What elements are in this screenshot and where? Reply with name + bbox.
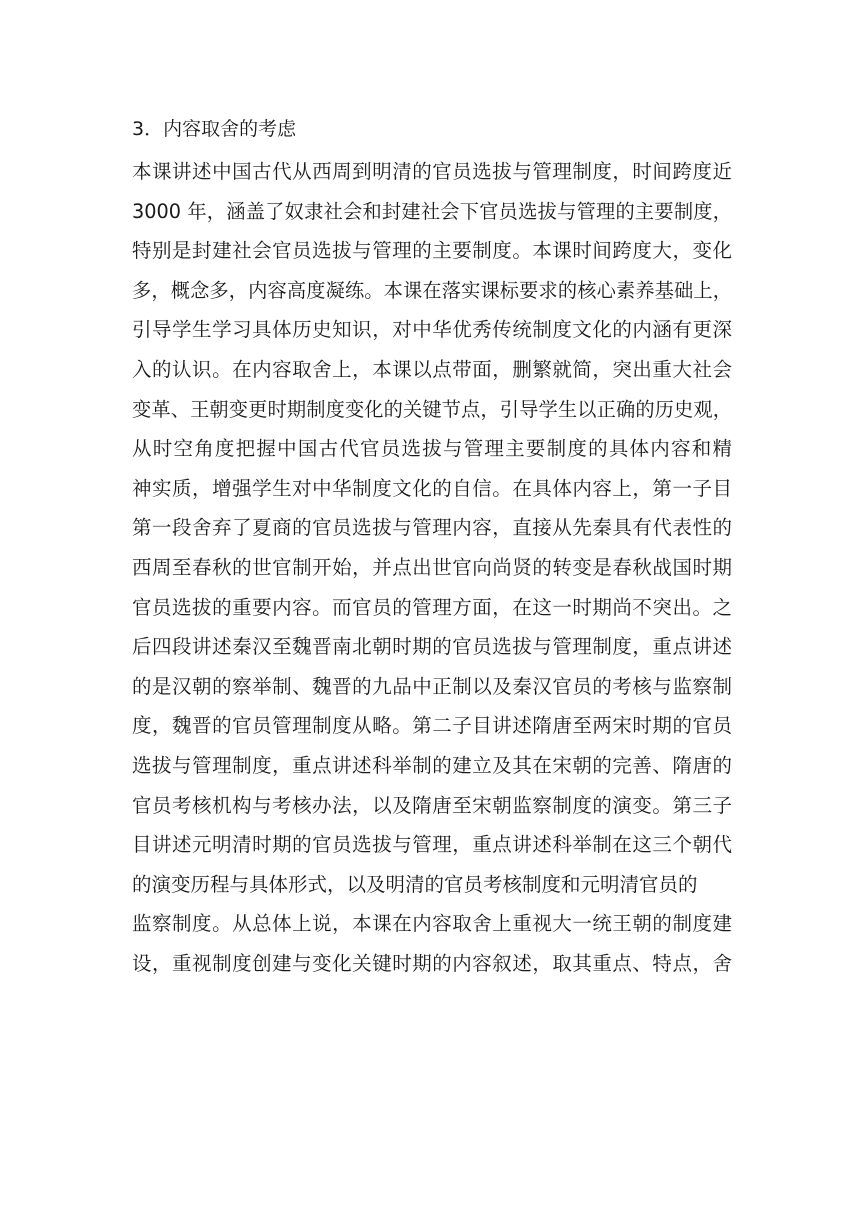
text-line: 特别是封建社会官员选拔与管理的主要制度。本课时间跨度大，变化 xyxy=(132,239,732,263)
body-paragraph xyxy=(132,152,732,983)
text-line: 的演变历程与具体形式，以及明清的官员考核制度和元明清官员的 xyxy=(132,872,698,896)
text-line: 目讲述元明清时期的官员选拔与管理，重点讲述科举制在这三个朝代 xyxy=(132,833,732,857)
text-line: 从时空角度把握中国古代官员选拔与管理主要制度的具体内容和精 xyxy=(132,437,732,461)
text-line: 引导学生学习具体历史知识，对中华优秀传统制度文化的内涵有更深 xyxy=(132,318,732,342)
section-heading: 3．内容取舍的考虑 xyxy=(132,118,297,140)
text-line: 的是汉朝的察举制、魏晋的九品中正制以及秦汉官员的考核与监察制 xyxy=(132,674,732,698)
text-line: 多，概念多，内容高度凝练。本课在落实课标要求的核心素养基础上， xyxy=(132,278,732,302)
text-line: 本课讲述中国古代从西周到明清的官员选拔与管理制度，时间跨度近 xyxy=(132,160,732,183)
text-line: 3000 年，涵盖了奴隶社会和封建社会下官员选拔与管理的主要制度， xyxy=(132,199,732,223)
text-line: 官员选拔的重要内容。而官员的管理方面，在这一时期尚不突出。之 xyxy=(132,595,732,619)
text-line: 第一段舍弃了夏商的官员选拔与管理内容，直接从先秦具有代表性的 xyxy=(132,516,732,540)
text-line: 设，重视制度创建与变化关键时期的内容叙述，取其重点、特点，舍 xyxy=(132,951,732,975)
text-line: 选拔与管理制度，重点讲述科举制的建立及其在宋朝的完善、隋唐的 xyxy=(132,753,732,777)
text-line: 后四段讲述秦汉至魏晋南北朝时期的官员选拔与管理制度，重点讲述 xyxy=(132,635,732,659)
text-line: 变革、王朝变更时期制度变化的关键节点，引导学生以正确的历史观， xyxy=(132,397,732,421)
text-line: 监察制度。从总体上说，本课在内容取舍上重视大一统王朝的制度建 xyxy=(132,912,732,936)
text-line: 官员考核机构与考核办法，以及隋唐至宋朝监察制度的演变。第三子 xyxy=(132,793,732,817)
text-line: 神实质，增强学生对中华制度文化的自信。在具体内容上，第一子目 xyxy=(132,476,732,500)
text-line: 西周至春秋的世官制开始，并点出世官向尚贤的转变是春秋战国时期 xyxy=(132,555,732,579)
text-line: 度，魏晋的官员管理制度从略。第二子目讲述隋唐至两宋时期的官员 xyxy=(132,714,732,738)
text-line: 入的认识。在内容取舍上，本课以点带面，删繁就简，突出重大社会 xyxy=(132,357,732,381)
